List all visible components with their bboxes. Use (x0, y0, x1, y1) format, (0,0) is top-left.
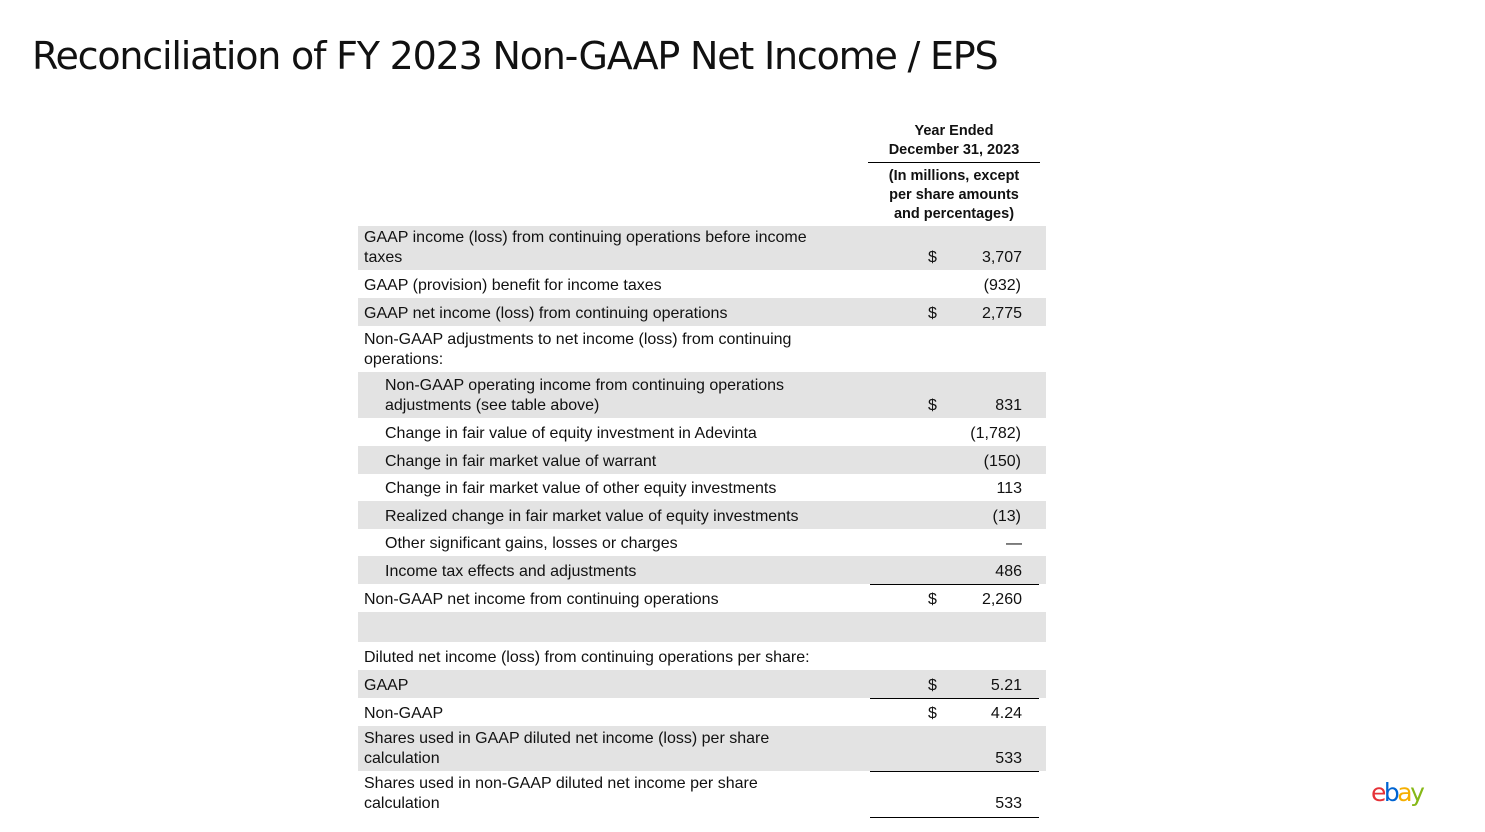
row-amount: (1,782) (970, 425, 1021, 442)
table-row (358, 501, 1046, 529)
table-row (358, 270, 1046, 298)
row-label: Non-GAAP (364, 705, 444, 722)
row-label: Income tax effects and adjustments (385, 563, 637, 580)
row-label: GAAP (provision) benefit for income taxes (364, 277, 662, 294)
dollar-sign: $ (928, 305, 937, 322)
row-amount: (13) (992, 508, 1021, 525)
table-row-section (358, 326, 1046, 372)
page-title: Reconciliation of FY 2023 Non-GAAP Net Income / EPS (32, 34, 998, 78)
table-row (358, 556, 1046, 584)
row-label: Change in fair market value of warrant (385, 453, 657, 470)
row-amount: 831 (995, 397, 1022, 414)
row-label: Non-GAAP adjustments to net income (loss) from continuing operations: (364, 331, 792, 368)
row-label: Non-GAAP operating income from continuing operations adjustments (see table above) (385, 377, 785, 414)
column-header-units (868, 167, 1040, 224)
row-amount: 533 (995, 795, 1022, 812)
table-row (358, 670, 1046, 698)
table-spacer-row (358, 612, 1046, 642)
table-row (358, 726, 1046, 771)
units-line: and percentages) (893, 206, 1015, 222)
table-row (358, 771, 1046, 816)
logo-letter: b (1383, 778, 1398, 807)
dollar-sign: $ (928, 705, 937, 722)
row-amount: 3,707 (981, 249, 1022, 266)
table-row (358, 474, 1046, 501)
column-header-period (868, 122, 1040, 163)
row-amount: 5.21 (990, 677, 1022, 694)
logo-letter: a (1397, 778, 1411, 807)
units-line: per share amounts (889, 187, 1019, 203)
row-label: GAAP (364, 677, 409, 694)
dollar-sign: $ (928, 677, 937, 694)
table-row (358, 529, 1046, 556)
logo-letter: e (1371, 778, 1384, 807)
logo-letter: y (1410, 778, 1423, 807)
units-line: (In millions, except (888, 168, 1020, 184)
table-row (358, 372, 1046, 418)
table-row (358, 698, 1046, 726)
row-label: GAAP net income (loss) from continuing operations (364, 305, 728, 322)
table-row (358, 226, 1046, 270)
table-row (358, 446, 1046, 474)
ebay-logo (1371, 778, 1422, 807)
row-amount: 533 (995, 750, 1022, 767)
table-row (358, 418, 1046, 446)
row-label: Diluted net income (loss) from continuing operations per share: (364, 649, 810, 666)
dollar-sign: $ (928, 397, 937, 414)
table-row (358, 584, 1046, 612)
row-amount: — (1006, 535, 1022, 552)
row-amount: 4.24 (990, 705, 1022, 722)
row-amount: 2,775 (981, 305, 1022, 322)
row-label: Change in fair market value of other equity investments (385, 480, 777, 497)
row-amount: 2,260 (981, 591, 1022, 608)
table-row-section (358, 642, 1046, 670)
dollar-sign: $ (928, 249, 937, 266)
row-amount: 486 (995, 563, 1022, 580)
row-amount: (932) (983, 277, 1021, 294)
row-label: Shares used in non-GAAP diluted net income per share calculation (364, 775, 758, 812)
reconciliation-table (358, 226, 1046, 816)
column-header-line: Year Ended (914, 123, 994, 139)
table-row (358, 298, 1046, 326)
row-label: Shares used in GAAP diluted net income (loss) per share calculation (364, 730, 770, 767)
row-amount: (150) (983, 453, 1021, 470)
row-label: Other significant gains, losses or charges (385, 535, 678, 552)
row-label: Change in fair value of equity investment in Adevinta (385, 425, 757, 442)
row-label: Realized change in fair market value of equity investments (385, 508, 799, 525)
total-underline (870, 817, 1039, 818)
row-label: GAAP income (loss) from continuing operations before income taxes (364, 229, 807, 266)
column-header-line: December 31, 2023 (888, 142, 1020, 158)
row-amount: 113 (996, 480, 1022, 497)
row-label: Non-GAAP net income from continuing operations (364, 591, 719, 608)
dollar-sign: $ (928, 591, 937, 608)
